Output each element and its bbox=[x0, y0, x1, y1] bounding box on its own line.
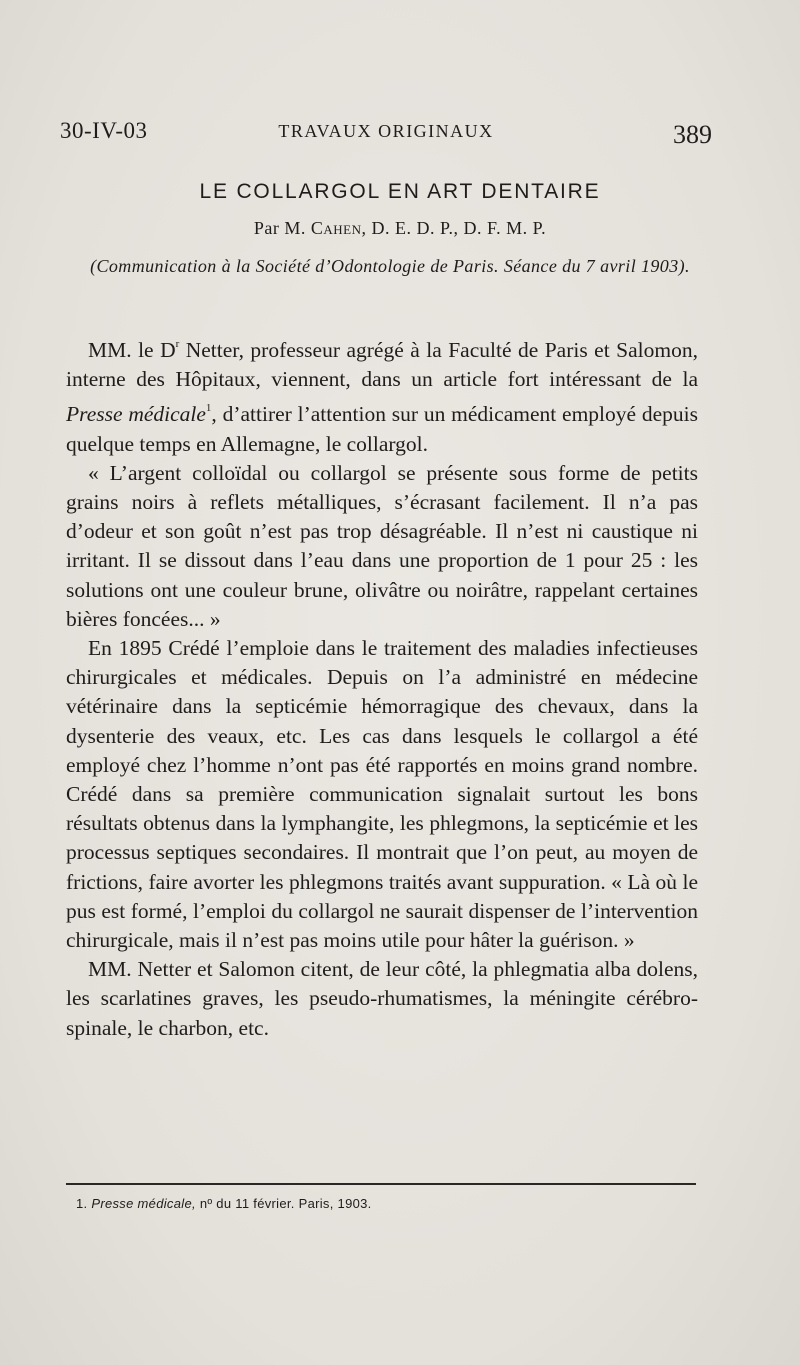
p1-text-b: Netter, professeur agrégé à la Faculté de Paris et Salomon, interne des Hôpitaux, viennent, dans un article fort intéressant de la bbox=[66, 338, 698, 392]
paragraph-3: En 1895 Crédé l’emploie dans le traitement des maladies infectieuses chirurgicales et médicales. Depuis on l’a administré en médecine vétérinaire dans la septicémie hémorragique des chevaux, dans la dysenterie des veaux, etc. Les cas dans lesquels le collargol a été employé chez l’homme n’ont pas été rapportés en moins grand nombre. Crédé dans sa première communication signalait surtout les bons résultats obtenus dans la lymphangite, les phlegmons, la septicémie et les processus septiques secondaires. Il montrait que l’on peut, au moyen de frictions, faire avorter les phlegmons traités avant suppuration. « Là où le pus est formé, l’emploi du collargol ne saurait dispenser de l’intervention chirurgicale, mais il n’est pas moins utile pour hâter la guérison. » bbox=[66, 636, 698, 953]
byline-prefix: Par M. bbox=[253, 218, 306, 238]
paragraph-2: « L’argent colloïdal ou collargol se présente sous forme de petits grains noirs à reflets métalliques, s’écrasant facilement. Il n’a pas d’odeur et son goût n’est pas trop désagréable. Il n’est ni caustique ni irritant. Il se dissout dans l’eau dans une proportion de 1 pour 25 : les solutions ont une couleur brune, olivâtre ou noirâtre, rappelant certaines bières foncées... » bbox=[66, 460, 698, 631]
footnote bbox=[76, 1196, 696, 1211]
footnote-ref: 1 bbox=[205, 402, 212, 415]
p1-superscript: r bbox=[175, 338, 180, 350]
footnote-journal: Presse médicale, bbox=[91, 1196, 196, 1211]
header-section: TRAVAUX ORIGINAUX bbox=[278, 121, 494, 141]
communication-note: (Communication à la Société d’Odontologie de Paris. Séance du 7 avril 1903). bbox=[90, 256, 690, 276]
author-name: Cahen bbox=[310, 218, 362, 238]
article-body bbox=[66, 330, 698, 1043]
page-number: 389 bbox=[673, 120, 712, 149]
p1-journal-title: Presse médicale bbox=[66, 402, 206, 427]
p1-text-c: , d’attirer l’attention sur un médicament employé depuis quelque temps en Allemagne, le collargol. bbox=[66, 402, 698, 456]
p1-text-a: MM. le D bbox=[88, 338, 176, 362]
paragraph-4: MM. Netter et Salomon citent, de leur côté, la phlegmatia alba dolens, les scarlatines graves, les pseudo-rhumatismes, la méningite cérébro-spinale, le charbon, etc. bbox=[66, 957, 698, 1040]
paragraph-1 bbox=[66, 330, 698, 459]
byline bbox=[0, 218, 800, 239]
header-date: 30-IV-03 bbox=[60, 118, 148, 143]
footnote-divider bbox=[66, 1183, 696, 1185]
article-title: LE COLLARGOL EN ART DENTAIRE bbox=[199, 180, 601, 203]
footnote-number: 1. bbox=[76, 1196, 88, 1211]
author-credentials: , D. E. D. P., D. F. M. P. bbox=[361, 218, 547, 238]
footnote-text: nº du 11 février. Paris, 1903. bbox=[199, 1196, 372, 1211]
